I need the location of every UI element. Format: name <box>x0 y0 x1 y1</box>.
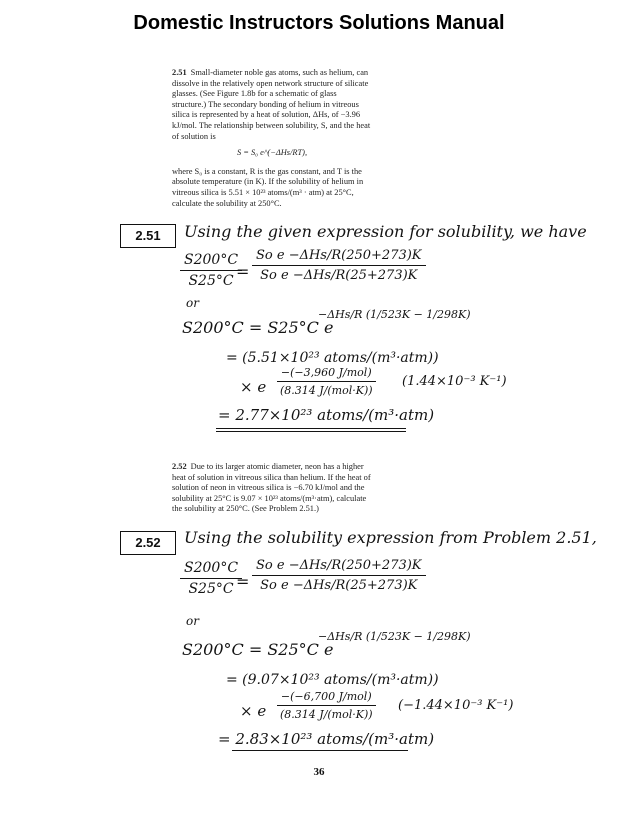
solution-251-line2: S200°C = S25°C e <box>182 318 334 337</box>
solution-252-line4-e: × e <box>240 702 267 720</box>
solution-251-line4-fraction <box>276 366 377 397</box>
solution-252-line2-exponent: −ΔHs/R (1/523K − 1/298K) <box>318 630 471 643</box>
ratio-rhs-numerator: So e −ΔHs/R(250+273)K <box>252 248 426 266</box>
solution-252-line4-fraction <box>276 690 377 721</box>
equals-sign: = <box>236 572 250 591</box>
solution-251-line3: = (5.51×10²³ atoms/(m³·atm)) <box>226 350 439 366</box>
solution-252-line4-tail: (−1.44×10⁻³ K⁻¹) <box>398 698 514 713</box>
ratio-denominator: S25°C <box>188 273 234 289</box>
problem-text: Small-diameter noble gas atoms, such as helium, can dissolve in the relatively open network structure of silicate glasses. (See Figure 1.8b for a schematic of glass structure.) The secondary bonding of helium in vitreous silica is represented by a heat of solution, ΔHs, of −3.96 kJ/mol. The relationship between solubility, S, and the heat of solution is <box>172 68 371 141</box>
answer-underline <box>216 428 406 432</box>
problem-number: 2.52 <box>172 462 187 471</box>
ratio-rhs-denominator: So e −ΔHs/R(25+273)K <box>260 578 418 593</box>
ratio-numerator: S200°C <box>180 560 242 579</box>
solution-252-answer: = 2.83×10²³ atoms/(m³·atm) <box>218 730 435 748</box>
equals-sign: = <box>236 262 250 281</box>
solution-251-ratio-lhs <box>180 252 242 289</box>
page-header-title: Domestic Instructors Solutions Manual <box>133 12 505 34</box>
ratio-rhs-numerator: So e −ΔHs/R(250+273)K <box>252 558 426 576</box>
ratio-rhs-denominator: So e −ΔHs/R(25+273)K <box>260 268 418 283</box>
ratio-numerator: S200°C <box>180 252 242 271</box>
solution-251-line4-tail: (1.44×10⁻³ K⁻¹) <box>402 374 507 389</box>
line4-denominator: (8.314 J/(mol·K)) <box>280 708 373 721</box>
solution-251-ratio-rhs <box>252 248 426 283</box>
ratio-denominator: S25°C <box>188 581 234 597</box>
problem-text-continued: where S₀ is a constant, R is the gas constant, and T is the absolute temperature (in K). If the solubility of helium in vitreous silica is 5.51 × 10²³ atoms/(m³ · atm) at 25°C, calculate the solubility at 250°C. <box>172 166 364 208</box>
problem-252-statement <box>172 462 372 515</box>
solution-251-answer: = 2.77×10²³ atoms/(m³·atm) <box>218 406 435 424</box>
line4-numerator: −(−6,700 J/mol) <box>277 690 376 706</box>
problem-251-statement <box>172 68 372 209</box>
problem-number: 2.51 <box>172 68 187 77</box>
problem-text: Due to its larger atomic diameter, neon has a higher heat of solution in vitreous silica than helium. If the heat of solution of neon in vitreous silica is −6.70 kJ/mol and the solubility at 25°C is 9.07 × 10²³ atoms/(m³·atm), calculate the solubility at 250°C. (See Problem 2.51.) <box>172 462 371 514</box>
line4-numerator: −(−3,960 J/mol) <box>277 366 376 382</box>
solution-251-line4-e: × e <box>240 378 267 396</box>
solution-252-ratio-rhs <box>252 558 426 593</box>
solution-251-intro: Using the given expression for solubility, we have <box>184 222 587 241</box>
solution-252-line2: S200°C = S25°C e <box>182 640 334 659</box>
problem-formula: S = S₀ e^(−ΔHs/RT), <box>236 148 308 158</box>
solution-252-ratio-lhs <box>180 560 242 597</box>
or-text: or <box>186 296 199 310</box>
answer-underline <box>232 750 408 751</box>
solution-251-line2-exponent: −ΔHs/R (1/523K − 1/298K) <box>318 308 471 321</box>
line4-denominator: (8.314 J/(mol·K)) <box>280 384 373 397</box>
solution-252-label: 2.52 <box>120 531 176 555</box>
solution-252-intro: Using the solubility expression from Problem 2.51, <box>184 528 597 547</box>
page-number: 36 <box>313 766 325 778</box>
solution-251-label: 2.51 <box>120 224 176 248</box>
solution-252-line3: = (9.07×10²³ atoms/(m³·atm)) <box>226 672 439 688</box>
or-text: or <box>186 614 199 628</box>
